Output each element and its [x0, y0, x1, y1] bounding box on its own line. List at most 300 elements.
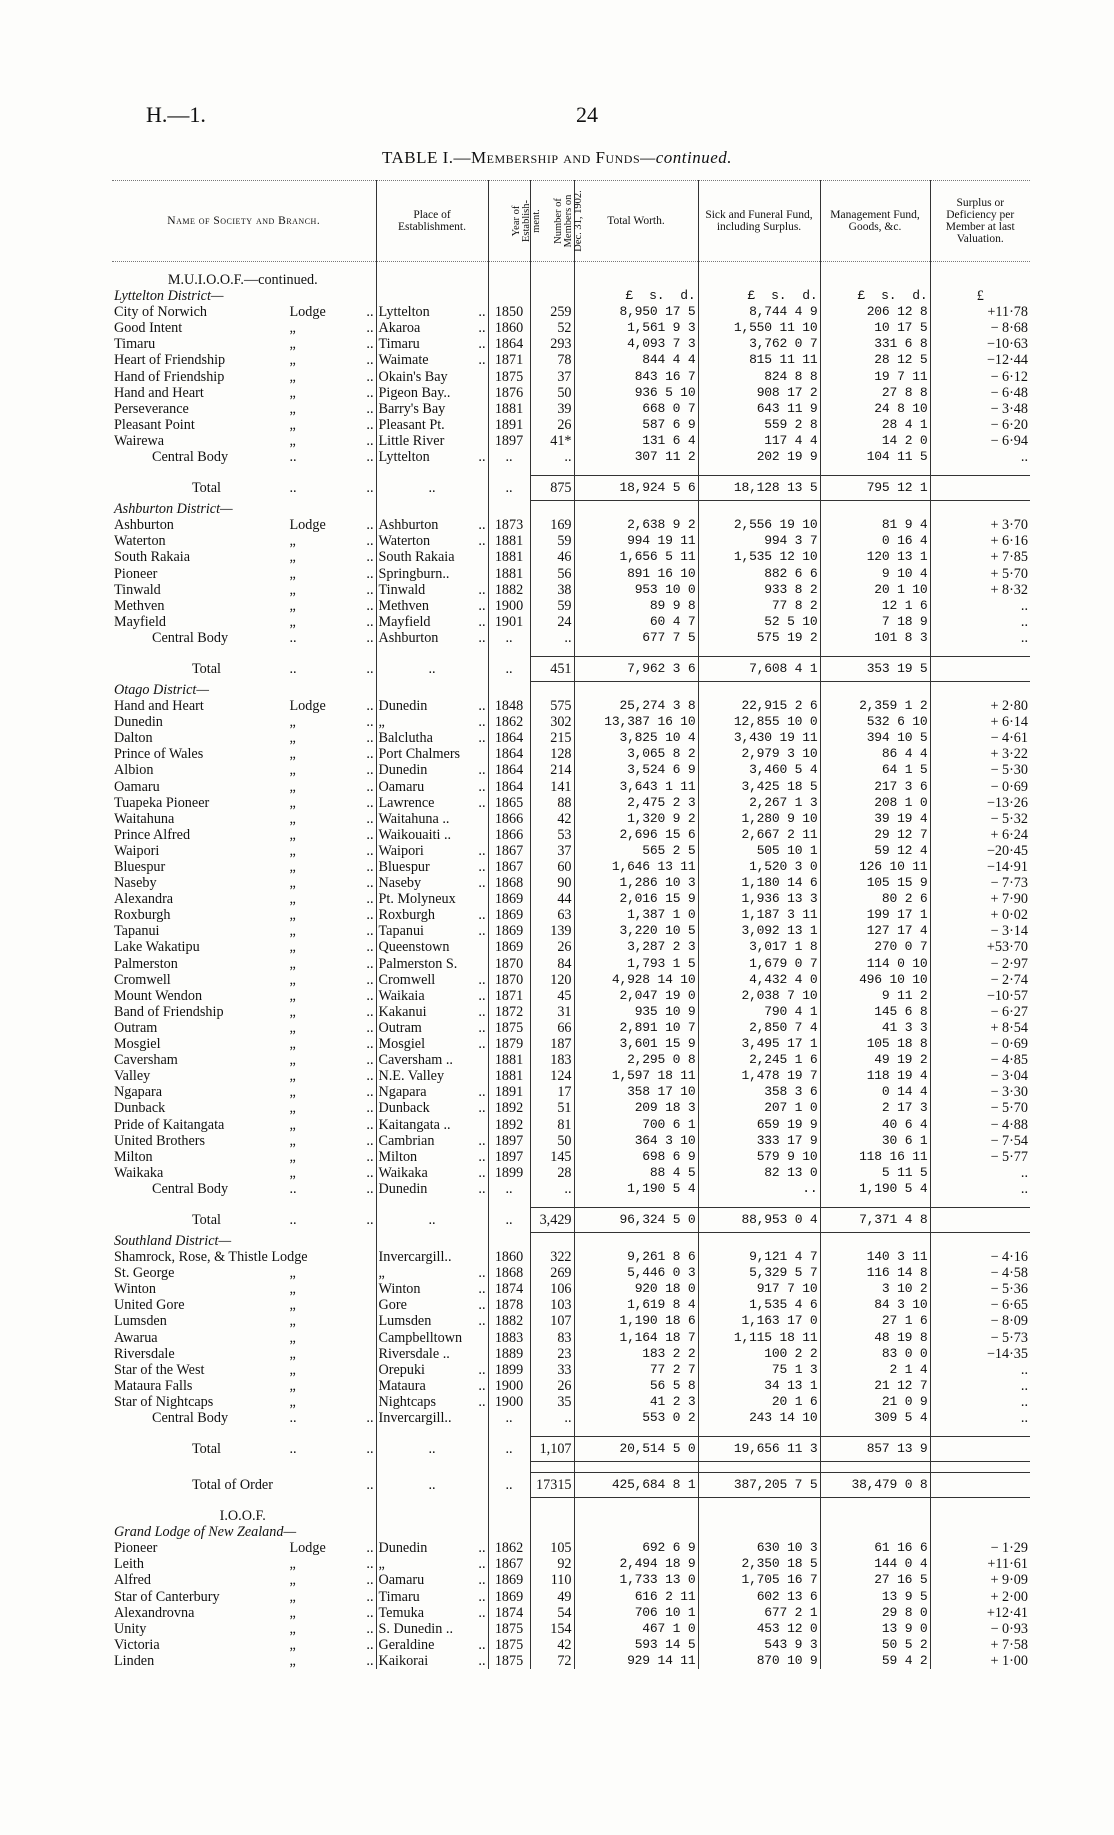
- table-row: [112, 1249, 1030, 1265]
- management-fund-cell: 29 12 7: [820, 827, 930, 843]
- sick-fund-cell: 1,520 3 0: [698, 859, 820, 875]
- table-row: [112, 1362, 1030, 1378]
- branch-type: „: [289, 1003, 296, 1020]
- management-fund-cell: 0 16 4: [820, 533, 930, 549]
- management-fund-cell: 857 13 9: [820, 1437, 930, 1462]
- leader-dots: [468, 401, 486, 417]
- leader-dots: ..: [366, 1604, 374, 1621]
- total-worth-cell: 2,016 15 9: [574, 891, 698, 907]
- year-cell: 1864: [488, 762, 530, 778]
- leader-dots: ..: [478, 1652, 486, 1669]
- leader-dots: ..: [478, 1377, 486, 1394]
- branch-type: Lodge: [289, 1540, 326, 1557]
- place-cell: [376, 843, 488, 859]
- leader-dots: ..: [366, 1180, 374, 1197]
- branch-name-cell: [112, 1207, 376, 1232]
- branch-name: Oamaru: [114, 778, 160, 795]
- branch-type: ..: [289, 480, 297, 497]
- branch-type: „: [289, 533, 296, 550]
- sick-fund-cell: 3,460 5 4: [698, 762, 820, 778]
- table-row: [112, 1589, 1030, 1605]
- surplus-cell: ..: [930, 614, 1030, 630]
- surplus-cell: ..: [930, 1394, 1030, 1410]
- sick-fund-cell: 870 10 9: [698, 1653, 820, 1669]
- table-row: [112, 1653, 1030, 1669]
- year-cell: 1882: [488, 1313, 530, 1329]
- place-cell: [376, 972, 488, 988]
- place-cell: [376, 1313, 488, 1329]
- branch-name: Dunedin: [114, 714, 163, 731]
- management-fund-cell: 19 7 11: [820, 369, 930, 385]
- branch-name: Dalton: [114, 730, 153, 747]
- members-cell: 105: [530, 1540, 574, 1556]
- year-cell: 1876: [488, 385, 530, 401]
- leader-dots: ..: [478, 320, 486, 337]
- members-cell: 38: [530, 582, 574, 598]
- branch-name-cell: [112, 1281, 376, 1297]
- branch-name-cell: [112, 517, 376, 533]
- leader-dots: [468, 1410, 486, 1426]
- year-cell: 1881: [488, 401, 530, 417]
- surplus-cell: − 5·30: [930, 762, 1030, 778]
- members-cell: ..: [530, 1181, 574, 1197]
- total-row: [112, 656, 1030, 681]
- branch-type: „: [289, 826, 296, 843]
- place-cell: [376, 939, 488, 955]
- sick-fund-cell: 75 1 3: [698, 1362, 820, 1378]
- branch-name: Dunback: [114, 1100, 166, 1117]
- total-worth-cell: 425,684 8 1: [574, 1473, 698, 1498]
- surplus-cell: −20·45: [930, 843, 1030, 859]
- total-worth-cell: 843 16 7: [574, 369, 698, 385]
- branch-name: Bluespur: [114, 859, 166, 875]
- branch-name: Star of Canterbury: [114, 1588, 220, 1605]
- table-row: [112, 762, 1030, 778]
- total-worth-cell: 565 2 5: [574, 843, 698, 859]
- year-cell: ..: [488, 476, 530, 501]
- place-name: Tinwald: [378, 581, 426, 598]
- leader-dots: [468, 549, 486, 565]
- branch-name: Milton: [114, 1148, 153, 1165]
- members-cell: 42: [530, 811, 574, 827]
- branch-name: Prince Alfred: [114, 826, 191, 843]
- branch-name: United Brothers: [114, 1132, 206, 1149]
- place-cell: [376, 336, 488, 352]
- leader-dots: ..: [366, 1100, 374, 1117]
- branch-name-cell: [112, 433, 376, 449]
- surplus-cell: − 5·32: [930, 811, 1030, 827]
- branch-type: [308, 1249, 357, 1265]
- branch-name: City of Norwich: [114, 304, 207, 321]
- branch-type: „: [289, 1556, 296, 1573]
- year-cell: 1891: [488, 1084, 530, 1100]
- place-cell: [376, 320, 488, 336]
- branch-type: „: [289, 987, 296, 1004]
- branch-type: „: [289, 778, 296, 795]
- surplus-cell: − 2·97: [930, 956, 1030, 972]
- table-row: [112, 859, 1030, 875]
- branch-name-cell: [112, 1117, 376, 1133]
- surplus-cell: ..: [930, 1410, 1030, 1426]
- branch-name-cell: [112, 956, 376, 972]
- year-cell: 1874: [488, 1281, 530, 1297]
- members-cell: 3,429: [530, 1207, 574, 1232]
- branch-name: Central Body: [152, 1410, 229, 1426]
- place-name: Bluespur: [378, 859, 430, 875]
- place-cell: [376, 598, 488, 614]
- place-cell: [376, 517, 488, 533]
- total-worth-cell: 891 16 10: [574, 566, 698, 582]
- place-name: Nightcaps: [378, 1393, 437, 1410]
- year-cell: 1881: [488, 533, 530, 549]
- year-cell: 1892: [488, 1117, 530, 1133]
- management-fund-cell: 59 4 2: [820, 1653, 930, 1669]
- leader-dots: ..: [478, 1572, 486, 1589]
- surplus-cell: + 8·32: [930, 582, 1030, 598]
- branch-name-cell: [112, 1181, 376, 1197]
- place-name: Waipori: [378, 842, 424, 859]
- management-fund-cell: 105 15 9: [820, 875, 930, 891]
- unit-label: £: [625, 288, 634, 304]
- surplus-cell: − 5·70: [930, 1100, 1030, 1116]
- year-cell: 1868: [488, 875, 530, 891]
- branch-type: Lodge: [289, 304, 326, 321]
- branch-name: Total of Order: [192, 1477, 273, 1494]
- table-row: [112, 1410, 1030, 1426]
- leader-dots: [352, 1330, 374, 1346]
- year-cell: 1860: [488, 320, 530, 336]
- surplus-cell: + 0·02: [930, 907, 1030, 923]
- branch-type: „: [289, 1148, 296, 1165]
- sick-fund-cell: 3,495 17 1: [698, 1036, 820, 1052]
- surplus-cell: + 3·22: [930, 746, 1030, 762]
- branch-name: Alfred: [114, 1572, 152, 1589]
- surplus-cell: [930, 1207, 1030, 1232]
- leader-dots: ..: [366, 1477, 374, 1494]
- sick-fund-cell: 202 19 9: [698, 449, 820, 465]
- sick-fund-cell: 358 3 6: [698, 1084, 820, 1100]
- branch-name: Winton: [114, 1281, 156, 1298]
- management-fund-cell: 49 19 2: [820, 1052, 930, 1068]
- year-cell: 1862: [488, 714, 530, 730]
- sick-fund-cell: 994 3 7: [698, 533, 820, 549]
- branch-type: ..: [289, 449, 297, 466]
- place-name: Timaru: [378, 336, 420, 353]
- total-worth-cell: 1,190 18 6: [574, 1313, 698, 1329]
- table-row: [112, 433, 1030, 449]
- leader-dots: ..: [366, 1652, 374, 1669]
- sick-fund-cell: 933 8 2: [698, 582, 820, 598]
- management-fund-cell: 40 6 4: [820, 1117, 930, 1133]
- sick-fund-cell: 3,425 18 5: [698, 779, 820, 795]
- sick-fund-cell: 824 8 8: [698, 369, 820, 385]
- surplus-cell: + 5·70: [930, 566, 1030, 582]
- leader-dots: [468, 1052, 486, 1068]
- header-total-worth: Total Worth.: [574, 181, 698, 262]
- surplus-cell: − 2·74: [930, 972, 1030, 988]
- branch-name: Central Body: [152, 449, 229, 466]
- branch-type: „: [289, 923, 296, 940]
- branch-type: „: [289, 939, 296, 956]
- leader-dots: [468, 1346, 486, 1362]
- branch-type: „: [289, 955, 296, 972]
- members-cell: 103: [530, 1297, 574, 1313]
- leader-dots: ..: [366, 1410, 374, 1426]
- year-cell: 1864: [488, 336, 530, 352]
- branch-name-cell: [112, 1330, 376, 1346]
- members-cell: 84: [530, 956, 574, 972]
- surplus-cell: −10·57: [930, 988, 1030, 1004]
- branch-type: „: [289, 613, 296, 630]
- members-cell: 145: [530, 1149, 574, 1165]
- branch-type: „: [289, 971, 296, 988]
- place-cell: [376, 656, 488, 681]
- total-worth-cell: 467 1 0: [574, 1621, 698, 1637]
- branch-name: Good Intent: [114, 320, 183, 337]
- leader-dots: ..: [478, 1636, 486, 1653]
- leader-dots: [468, 433, 486, 449]
- place-name: Winton: [378, 1281, 421, 1298]
- management-fund-cell: 13 9 5: [820, 1589, 930, 1605]
- total-row: [112, 1473, 1030, 1498]
- branch-type: „: [289, 746, 296, 763]
- leader-dots: ..: [366, 432, 374, 449]
- place-name: Lyttelton: [378, 304, 430, 321]
- place-cell: [376, 1036, 488, 1052]
- members-cell: 45: [530, 988, 574, 1004]
- sick-fund-cell: 52 5 10: [698, 614, 820, 630]
- branch-name: Alexandra: [114, 891, 174, 908]
- branch-name-cell: [112, 843, 376, 859]
- surplus-cell: − 8·09: [930, 1313, 1030, 1329]
- branch-name-cell: [112, 795, 376, 811]
- sick-fund-cell: 77 8 2: [698, 598, 820, 614]
- total-worth-cell: 3,065 8 2: [574, 746, 698, 762]
- year-cell: 1871: [488, 988, 530, 1004]
- table-row: [112, 746, 1030, 762]
- leader-dots: ..: [478, 352, 486, 369]
- table-body: [112, 262, 1030, 1670]
- place-name: Invercargill..: [378, 1249, 452, 1266]
- leader-dots: ..: [478, 336, 486, 353]
- year-cell: 1882: [488, 582, 530, 598]
- total-worth-cell: 3,643 1 11: [574, 779, 698, 795]
- leader-dots: ..: [478, 907, 486, 924]
- leader-dots: ..: [366, 1572, 374, 1589]
- spacer-row: [112, 1197, 1030, 1208]
- total-worth-cell: 2,638 9 2: [574, 517, 698, 533]
- branch-name: Pioneer: [114, 565, 158, 582]
- surplus-cell: − 1·29: [930, 1540, 1030, 1556]
- leader-dots: ..: [366, 762, 374, 779]
- currency-units: [574, 288, 698, 304]
- table-row: [112, 907, 1030, 923]
- place-name: Queenstown: [378, 939, 450, 956]
- surplus-cell: + 6·16: [930, 533, 1030, 549]
- branch-name-cell: Lyttelton District—: [114, 288, 224, 305]
- branch-name: Albion: [114, 762, 154, 779]
- leader-dots: ..: [366, 400, 374, 417]
- leader-dots: ..: [478, 629, 486, 646]
- leader-dots: ..: [478, 304, 486, 321]
- leader-dots: [468, 956, 486, 972]
- place-cell: [376, 369, 488, 385]
- management-fund-cell: 140 3 11: [820, 1249, 930, 1265]
- sick-fund-cell: 602 13 6: [698, 1589, 820, 1605]
- place-cell: [376, 385, 488, 401]
- place-name: ..: [428, 660, 436, 677]
- management-fund-cell: 13 9 0: [820, 1621, 930, 1637]
- members-cell: 52: [530, 320, 574, 336]
- leader-dots: [468, 746, 486, 762]
- table-row: [112, 795, 1030, 811]
- place-cell: [376, 1165, 488, 1181]
- management-fund-cell: 27 1 6: [820, 1313, 930, 1329]
- year-cell: ..: [488, 1181, 530, 1197]
- leader-dots: [468, 891, 486, 907]
- table-row: [112, 401, 1030, 417]
- branch-name: Caversham: [114, 1052, 178, 1069]
- place-name: ..: [428, 1477, 436, 1494]
- branch-name: Mayfield: [114, 613, 167, 630]
- surplus-cell: − 0·93: [930, 1621, 1030, 1637]
- place-cell: [376, 1362, 488, 1378]
- branch-type: „: [289, 597, 296, 614]
- surplus-cell: − 0·69: [930, 1036, 1030, 1052]
- surplus-unit: £: [930, 288, 1030, 304]
- surplus-cell: − 6·65: [930, 1297, 1030, 1313]
- branch-type: „: [289, 1132, 296, 1149]
- surplus-cell: ..: [930, 1378, 1030, 1394]
- surplus-cell: +11·78: [930, 304, 1030, 320]
- leader-dots: ..: [478, 1019, 486, 1036]
- table-row: [112, 630, 1030, 646]
- surplus-cell: + 7·85: [930, 549, 1030, 565]
- branch-name: Roxburgh: [114, 907, 171, 924]
- place-cell: [376, 1330, 488, 1346]
- management-fund-cell: 39 19 4: [820, 811, 930, 827]
- total-worth-cell: 1,597 18 11: [574, 1068, 698, 1084]
- total-worth-cell: 1,561 9 3: [574, 320, 698, 336]
- sick-fund-cell: 3,430 19 11: [698, 730, 820, 746]
- leader-dots: [468, 1068, 486, 1084]
- sick-fund-cell: 2,038 7 10: [698, 988, 820, 1004]
- management-fund-cell: 309 5 4: [820, 1410, 930, 1426]
- total-worth-cell: 364 3 10: [574, 1133, 698, 1149]
- place-name: Dunback: [378, 1100, 430, 1117]
- management-fund-cell: 27 8 8: [820, 385, 930, 401]
- sick-fund-cell: 1,115 18 11: [698, 1330, 820, 1346]
- total-worth-cell: 553 0 2: [574, 1410, 698, 1426]
- leader-dots: ..: [366, 714, 374, 731]
- management-fund-cell: 145 6 8: [820, 1004, 930, 1020]
- year-cell: 1864: [488, 746, 530, 762]
- members-cell: 451: [530, 656, 574, 681]
- place-name: Mayfield: [378, 613, 431, 630]
- year-cell: 1872: [488, 1004, 530, 1020]
- leader-dots: ..: [366, 1148, 374, 1165]
- branch-name: Leith: [114, 1556, 144, 1573]
- table-row: [112, 369, 1030, 385]
- table-row: [112, 1281, 1030, 1297]
- branch-name: Naseby: [114, 875, 157, 892]
- leader-dots: ..: [366, 1068, 374, 1085]
- management-fund-cell: 9 10 4: [820, 566, 930, 582]
- surplus-cell: − 4·61: [930, 730, 1030, 746]
- branch-type: „: [289, 859, 296, 875]
- leader-dots: ..: [366, 336, 374, 353]
- leader-dots: ..: [478, 581, 486, 598]
- sick-fund-cell: 659 19 9: [698, 1117, 820, 1133]
- total-worth-cell: 4,928 14 10: [574, 972, 698, 988]
- branch-name-cell: [112, 1084, 376, 1100]
- place-cell: [376, 1052, 488, 1068]
- total-worth-cell: 3,287 2 3: [574, 939, 698, 955]
- year-cell: 1860: [488, 1249, 530, 1265]
- branch-name-cell: [112, 1346, 376, 1362]
- sick-fund-cell: 1,163 17 0: [698, 1313, 820, 1329]
- leader-dots: ..: [366, 810, 374, 827]
- place-name: S. Dunedin ..: [378, 1620, 453, 1637]
- branch-name-cell: [112, 762, 376, 778]
- year-cell: 1881: [488, 1068, 530, 1084]
- branch-name-cell: [112, 1589, 376, 1605]
- leader-dots: ..: [478, 971, 486, 988]
- branch-type: „: [289, 1636, 296, 1653]
- branch-type: „: [289, 1313, 296, 1330]
- place-name: Palmerston S.: [378, 955, 458, 972]
- members-cell: 26: [530, 417, 574, 433]
- members-cell: 78: [530, 352, 574, 368]
- sick-fund-cell: 1,679 0 7: [698, 956, 820, 972]
- branch-type: ..: [289, 1410, 297, 1426]
- section-row: [112, 1524, 1030, 1540]
- place-cell: [376, 304, 488, 320]
- management-fund-cell: 38,479 0 8: [820, 1473, 930, 1498]
- place-name: ..: [428, 480, 436, 497]
- leader-dots: ..: [366, 842, 374, 859]
- place-cell: [376, 730, 488, 746]
- table-row: [112, 1117, 1030, 1133]
- place-name: Ngapara: [378, 1084, 427, 1101]
- header-management: Management Fund, Goods, &c.: [820, 181, 930, 262]
- members-cell: 28: [530, 1165, 574, 1181]
- leader-dots: ..: [366, 368, 374, 385]
- members-cell: 139: [530, 923, 574, 939]
- place-cell: [376, 859, 488, 875]
- branch-type: „: [289, 1100, 296, 1117]
- table-row: [112, 1100, 1030, 1116]
- leader-dots: [352, 1313, 374, 1329]
- year-cell: ..: [488, 1473, 530, 1498]
- leader-dots: ..: [478, 449, 486, 466]
- order-row: [112, 272, 1030, 288]
- management-fund-cell: 105 18 8: [820, 1036, 930, 1052]
- year-cell: 1869: [488, 907, 530, 923]
- branch-name: Total: [192, 480, 221, 497]
- sick-fund-cell: 82 13 0: [698, 1165, 820, 1181]
- table-row: [112, 1313, 1030, 1329]
- branch-name-cell: [112, 1004, 376, 1020]
- place-name: Gore: [378, 1297, 407, 1314]
- branch-type: Lodge: [289, 517, 326, 534]
- total-worth-cell: 358 17 10: [574, 1084, 698, 1100]
- leader-dots: ..: [366, 1588, 374, 1605]
- surplus-cell: −12·44: [930, 352, 1030, 368]
- total-worth-cell: 13,387 16 10: [574, 714, 698, 730]
- year-cell: 1868: [488, 1265, 530, 1281]
- members-cell: 51: [530, 1100, 574, 1116]
